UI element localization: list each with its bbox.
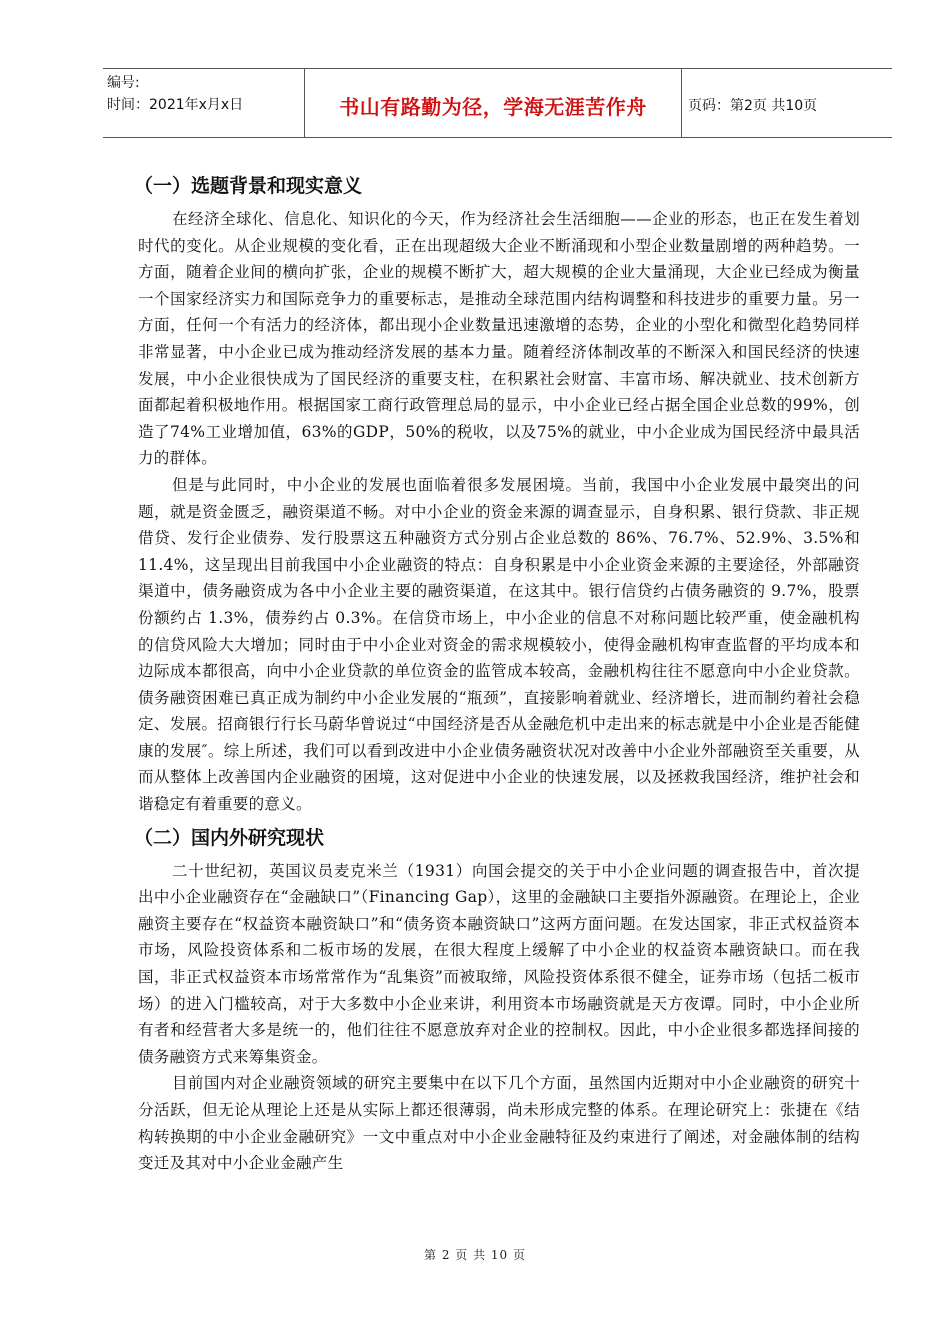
section-heading: （一）选题背景和现实意义 xyxy=(134,175,363,197)
header-page-info: 页码：第2页 共10页 xyxy=(688,98,818,114)
body-paragraph: 二十世纪初，英国议员麦克米兰（1931）向国会提交的关于中小企业问题的调查报告中，首次提出中小企业融资存在“金融缺口”（Financing Gap），这里的金融缺口主要指外源融资。在理论上，企业融资主要存在“权益资本融资缺口”和“债务资本融资缺口”这两方面问题。在发达国家，非正式权益资本市场，风险投资体系和二板市场的发展，在很大程度上缓解了中小企业的权益资本融资缺口。而在我国，非正式权益资本市场常常作为“乱集资”而被取缔，风险投资体系很不健全，证券市场（包括二板市场）的进入门槛较高，对于大多数中小企业来讲，利用资本市场融资就是天方夜谭。同时，中小企业所有者和经营者大多是统一的，他们往往不愿意放弃对企业的控制权。因此，中小企业很多都选择间接的债务融资方式来筹集资金。 xyxy=(138,861,860,1066)
body-paragraph: 目前国内对企业融资领域的研究主要集中在以下几个方面，虽然国内近期对中小企业融资的研究十分活跃，但无论从理论上还是从实际上都还很薄弱，尚未形成完整的体系。在理论研究上：张捷在《结构转换期的中小企业金融研究》一文中重点对中小企业金融特征及约束进行了阐述，对金融体制的结构变迁及其对中小企业金融产生 xyxy=(138,1074,860,1173)
document-time-label: 时间：2021年x月x日 xyxy=(107,97,244,113)
header-meta xyxy=(103,69,304,137)
header-motto: 书山有路勤为径，学海无涯苦作舟 xyxy=(304,69,682,137)
body-paragraph: 在经济全球化、信息化、知识化的今天，作为经济社会生活细胞——企业的形态，也正在发生着划时代的变化。从企业规模的变化看，正在出现超级大企业不断涌现和小型企业数量剧增的两种趋势。一方面，随着企业间的横向扩张，企业的规模不断扩大，超大规模的企业大量涌现，大企业已经成为衡量一个国家经济实力和国际竞争力的重要标志，是推动全球范围内结构调整和科技进步的重要力量。另一方面，任何一个有活力的经济体，都出现小企业数量迅速激增的态势，企业的小型化和微型化趋势同样非常显著，中小企业已成为推动经济发展的基本力量。随着经济体制改革的不断深入和国民经济的快速发展，中小企业很快成为了国民经济的重要支柱，在积累社会财富、丰富市场、解决就业、技术创新方面都起着积极地作用。根据国家工商行政管理总局的显示，中小企业已经占据全国企业总数的99%，创造了74%工业增加值，63%的GDP，50%的税收，以及75%的就业，中小企业成为国民经济中最具活力的群体。 xyxy=(138,210,860,468)
page-footer: 第 2 页 共 10 页 xyxy=(424,1248,526,1262)
body-paragraph: 但是与此同时，中小企业的发展也面临着很多发展困境。当前，我国中小企业发展中最突出的问题，就是资金匮乏，融资渠道不畅。对中小企业的资金来源的调查显示，自身积累、银行贷款、非正规借贷、发行企业债券、发行股票这五种融资方式分别占企业总数的 86%、76.7%、52.9%、3.5%和 11.4%，这呈现出目前我国中小企业融资的特点：自身积累是中小企业资金来源的主要途径，外部融资渠道中，债务融资成为各中小企业主要的融资渠道，在这其中。银行信贷约占债务融资的 9.7%，股票份额约占 1.3%，债券约占 0.3%。在信贷市场上，中小企业的信息不对称问题比较严重，使金融机构的信贷风险大大增加；同时由于中小企业对资金的需求规模较小，使得金融机构审查监督的平均成本和边际成本都很高，向中小企业贷款的单位资金的监管成本较高，金融机构往往不愿意向中小企业贷款。债务融资困难已真正成为制约中小企业发展的“瓶颈”，直接影响着就业、经济增长，进而制约着社会稳定、发展。招商银行行长马蔚华曾说过“中国经济是否从金融危机中走出来的标志就是中小企业是否能健康的发展″。综上所述，我们可以看到改进中小企业债务融资状况对改善中小企业外部融资至关重要，从而从整体上改善国内企业融资的困境，这对促进中小企业的快速发展，以及拯救我国经济，维护社会和谐稳定有着重要的意义。 xyxy=(138,475,860,814)
section-heading: （二）国内外研究现状 xyxy=(134,826,325,849)
document-body xyxy=(134,170,860,1177)
page-header xyxy=(103,68,892,138)
document-number-label: 编号: xyxy=(107,75,140,91)
